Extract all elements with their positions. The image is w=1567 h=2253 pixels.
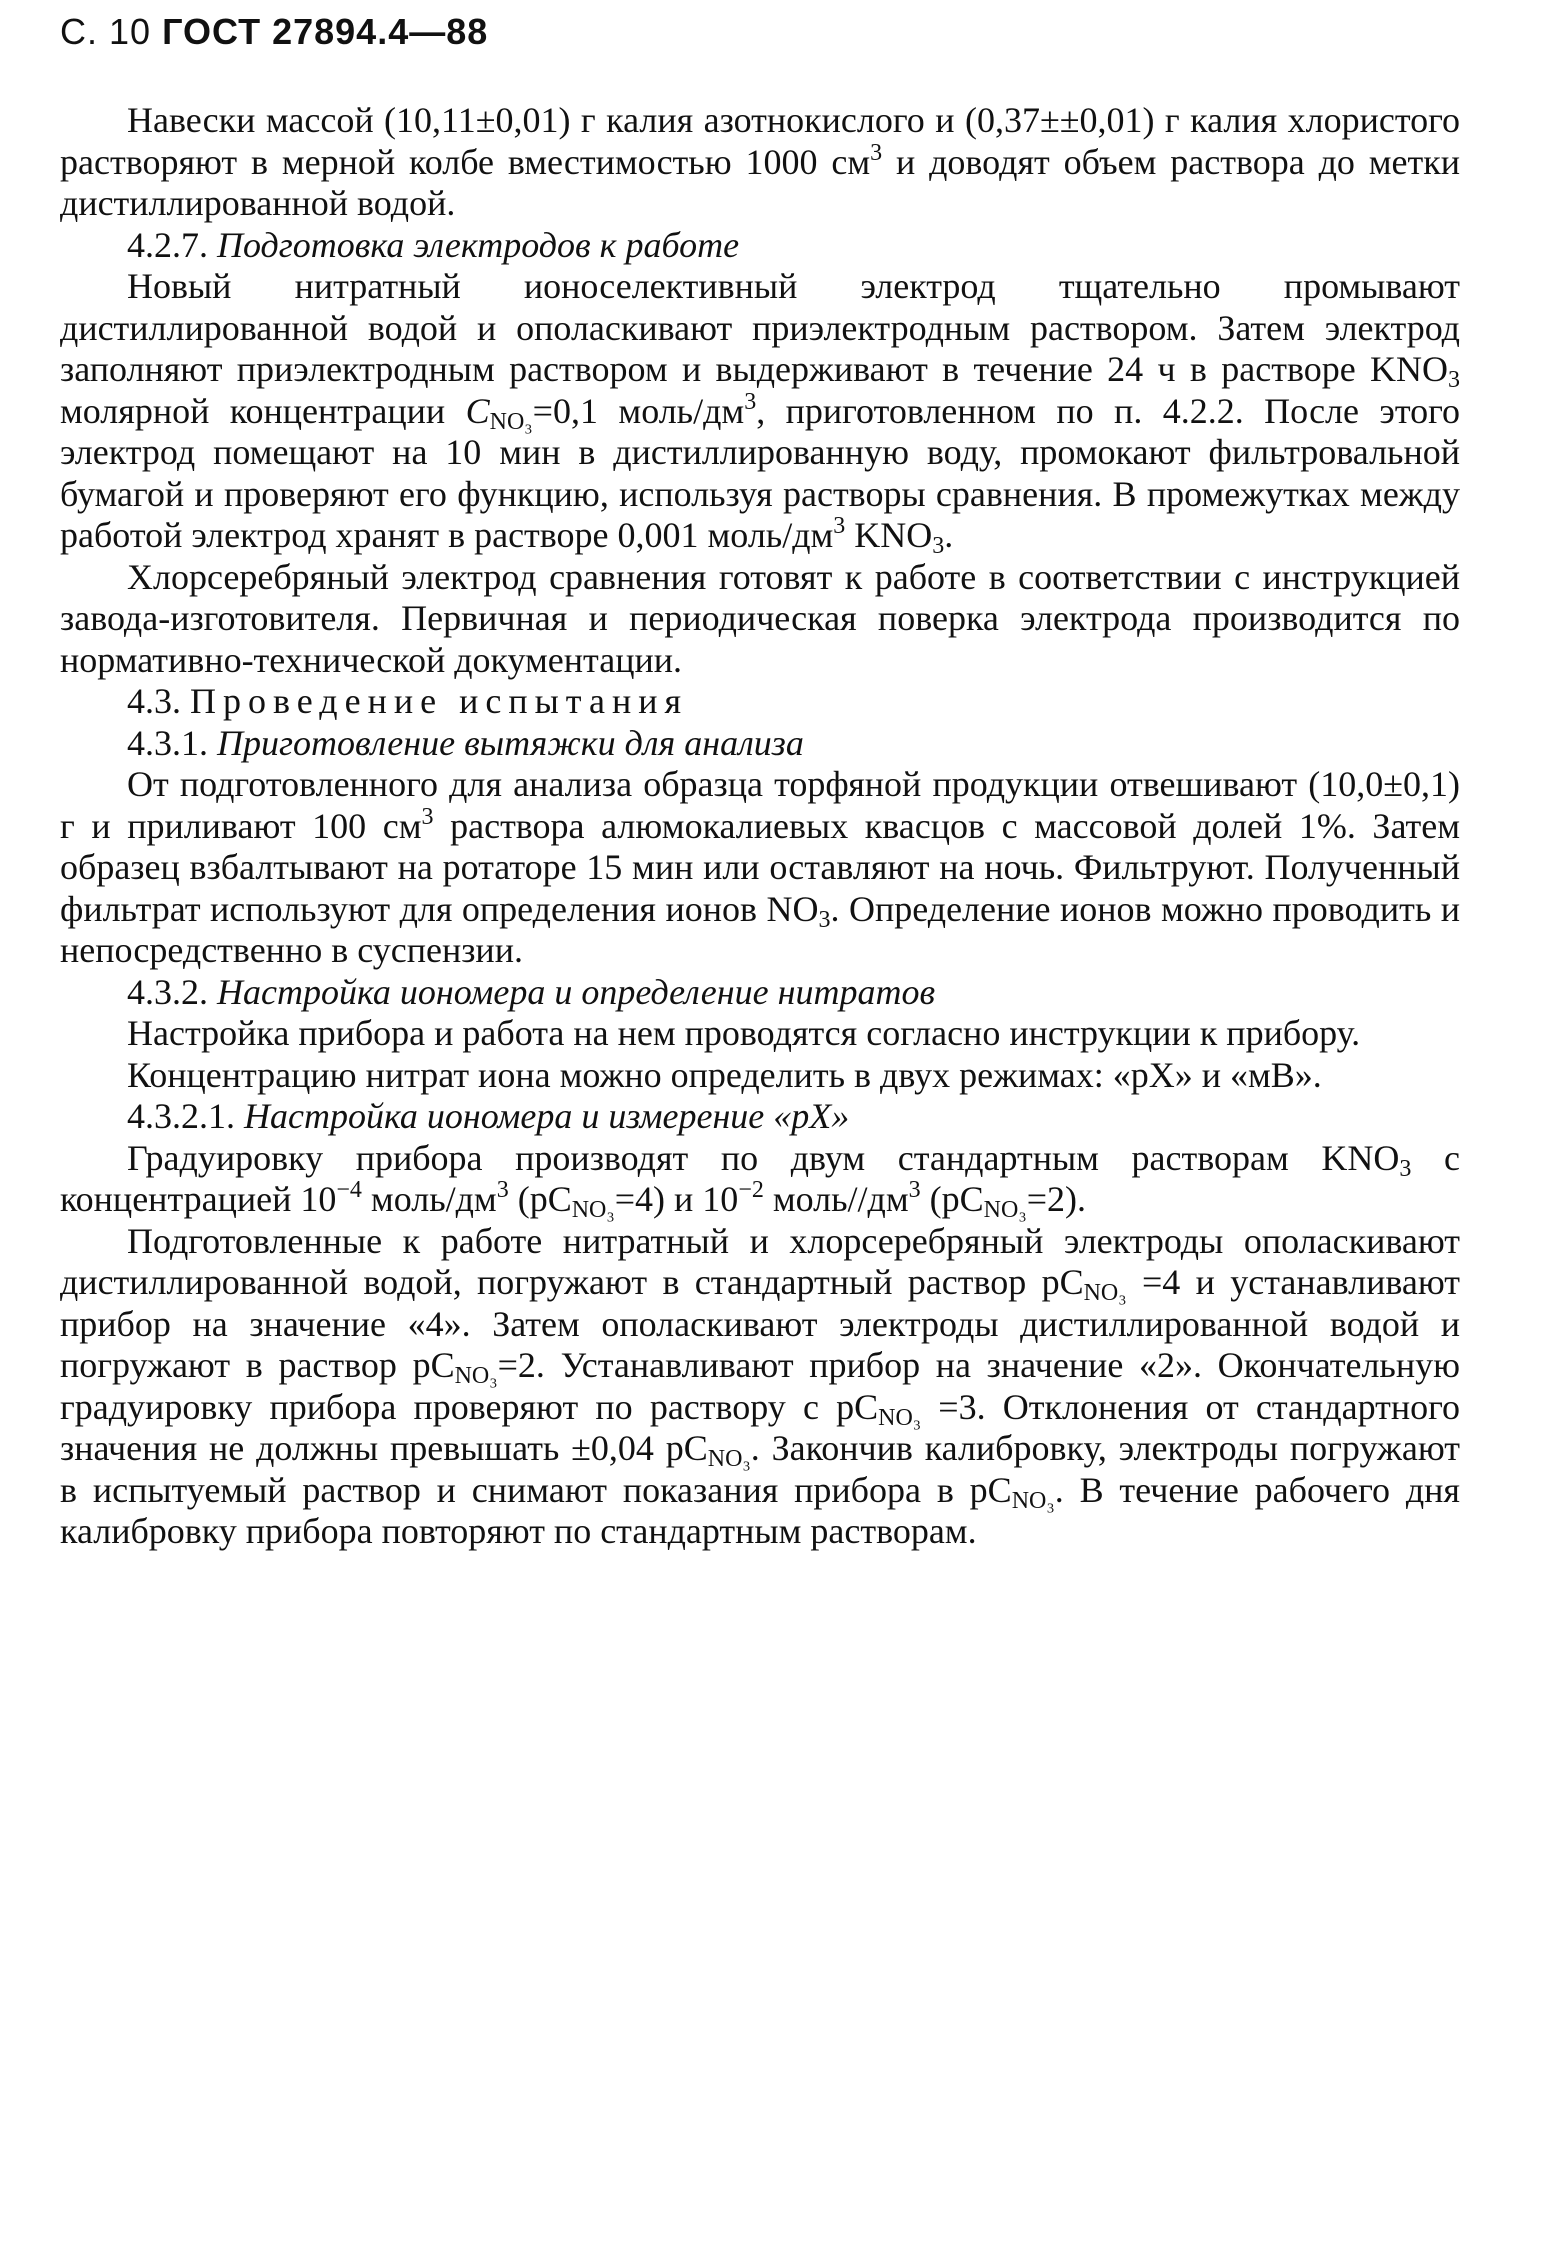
paragraph-extract-prep: От подготовленного для анализа образца торфяной продукции отвешивают (10,0±0,1) г и приливают 100 $см^3$ раствора алюмокалиевых квасцов с массовой долей 1%. Затем образец взбалтывают на ротаторе 15 мин или оставляют на ночь. Фильтруют. Полученный фильтрат используют для определения ионов $NO_3$. Определение ионов можно проводить и непосредственно в суспензии. bbox=[60, 764, 1460, 970]
section-4-3-2-1-heading: 4.3.2.1. Настройка иономера и измерение «pX» bbox=[127, 1096, 850, 1136]
paragraph-electrode-prep: Новый нитратный ионоселективный электрод тщательно промывают дистиллированной водой и ополаскивают приэлектродным раствором. Затем электрод заполняют приэлектродным раствором и выдерживают в течение 24 ч в растворе $KNO_3$ молярной концентрации $C_{NO_3}=0,1$ моль/$дм^3$, приготовленном по п. 4.2.2. После этого электрод помещают на 10 мин в дистиллированную воду, промокают фильтровальной бумагой и проверяют его функцию, используя растворы сравнения. В промежутках между работой электрод хранят в растворе 0,001 моль/$дм^3$ $KNO_3$. bbox=[60, 266, 1461, 559]
paragraph-setup: Настройка прибора и работа на нем проводятся согласно инструкции к прибору. bbox=[127, 1013, 1361, 1053]
section-4-3-1-heading: 4.3.1. Приготовление вытяжки для анализа bbox=[127, 722, 804, 763]
section-4-3-2-heading: 4.3.2. Настройка иономера и определение нитратов bbox=[127, 971, 936, 1012]
document-page bbox=[60, 8, 1460, 1553]
standard-code: ГОСТ 27894.4—88 bbox=[162, 11, 489, 52]
section-4-3-heading: 4.3. Проведение испытания bbox=[127, 681, 689, 721]
paragraph-reference-electrode: Хлорсеребряный электрод сравнения готовят к работе в соответствии с инструкцией завода-изготовителя. Первичная и периодическая поверка электрода производится по нормативно-технической документации. bbox=[60, 556, 1460, 680]
section-4-2-7-heading: 4.2.7. Подготовка электродов к работе bbox=[127, 224, 740, 265]
paragraph-modes: Концентрацию нитрат иона можно определить в двух режимах: «pX» и «мВ». bbox=[127, 1054, 1322, 1095]
page-header bbox=[60, 8, 1460, 56]
paragraph-calibration: Градуировку прибора производят по двум стандартным растворам $KNO_3$ с концентрацией $10^{-4}$ моль/$дм^3$ $(pC_{NO_3}=4)$ и $10^{-2}$ моль/$/дм^3$ $(pC_{NO_3}=2)$. bbox=[60, 1137, 1460, 1223]
paragraph-measurement: Подготовленные к работе нитратный и хлорсеребряный электроды ополаскивают дистиллированной водой, погружают в стандартный раствор $pC_{NO_3} =4$ и устанавливают прибор на значение «4». Затем ополаскивают электроды дистиллированной водой и погружают в раствор $pC_{NO_3}=2$. Устанавливают прибор на значение «2». Окончательную градуировку прибора проверяют по раствору с $pC_{NO_3} =3$. Отклонения от стандартного значения не должны превышать ±0,04 $pC_{NO_3}$. Закончив калибровку, электроды погружают в испытуемый раствор и снимают показания прибора в $pC_{NO_3}$. В течение рабочего дня калибровку прибора повторяют по стандартным растворам. bbox=[60, 1220, 1460, 1551]
paragraph-weights: Навески массой (10,11±0,01) г калия азотнокислого и (0,37±±0,01) г калия хлористого растворяют в мерной колбе вместимостью 1000 $см^3$ и доводят объем раствора до метки дистиллированной водой. bbox=[60, 100, 1461, 223]
page-number: С. 10 bbox=[60, 11, 152, 52]
